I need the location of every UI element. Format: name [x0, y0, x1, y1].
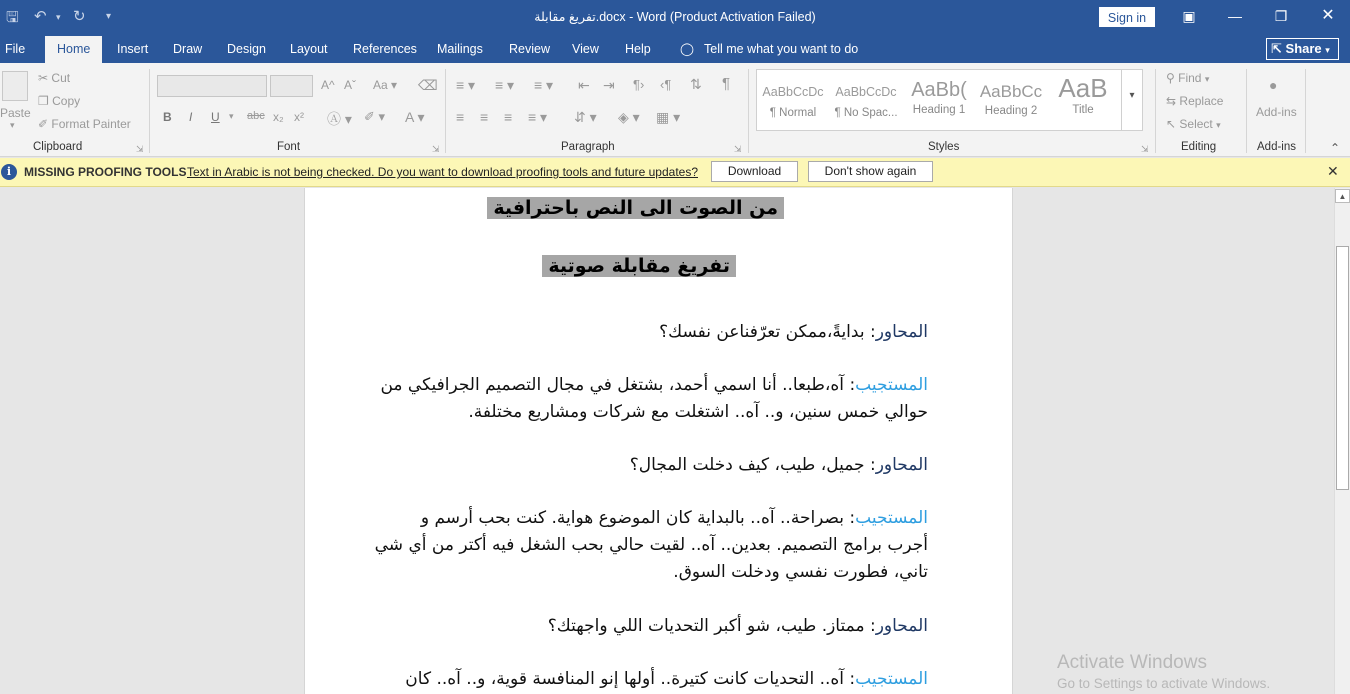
- style-name: ¶ No Spac...: [834, 107, 898, 119]
- dialogue-line: تاني، فطورت نفسي ودخلت السوق.: [673, 562, 928, 582]
- tab-draw[interactable]: Draw: [173, 42, 203, 56]
- paste-dropdown-icon[interactable]: ▾: [10, 120, 15, 130]
- numbering-icon[interactable]: ≡ ▾: [495, 77, 515, 93]
- style-name: Heading 1: [912, 104, 966, 116]
- font-size-combobox[interactable]: [270, 75, 313, 97]
- rtl-direction-icon[interactable]: ‹¶: [660, 77, 672, 92]
- tab-home[interactable]: Home: [45, 36, 102, 63]
- cursor-icon: ↖: [1166, 117, 1177, 131]
- tab-file[interactable]: File: [5, 42, 26, 56]
- editing-group-label: Editing: [1181, 141, 1217, 153]
- styles-more-icon[interactable]: ▾: [1121, 70, 1142, 130]
- clipboard-launcher-icon[interactable]: ⇲: [136, 144, 144, 154]
- speaker-label: المستجيب: [855, 669, 928, 689]
- style-preview: AaBbCcDc: [762, 85, 824, 99]
- group-divider: [1246, 69, 1247, 153]
- underline-dropdown-icon[interactable]: ▾: [229, 111, 234, 121]
- replace-label: Replace: [1179, 94, 1224, 108]
- ribbon-display-options-icon[interactable]: ▣: [1182, 8, 1196, 24]
- ribbon: [0, 63, 1350, 157]
- shading-icon[interactable]: ◈ ▾: [618, 109, 640, 125]
- undo-icon[interactable]: ↶: [34, 8, 47, 25]
- add-ins-button[interactable]: Add-ins: [1256, 105, 1297, 119]
- chevron-down-icon: ▾: [1216, 120, 1221, 130]
- share-label: Share: [1285, 41, 1322, 56]
- style-name: ¶ Normal: [769, 107, 817, 119]
- multilevel-list-icon[interactable]: ≡ ▾: [534, 77, 554, 93]
- info-icon: i: [1, 164, 17, 180]
- line-spacing-icon[interactable]: ⇵ ▾: [574, 109, 597, 125]
- select-label: Select: [1179, 117, 1213, 131]
- copy-label: Copy: [52, 94, 81, 108]
- dialogue-line: [328, 666, 928, 693]
- close-button[interactable]: ✕: [1321, 7, 1335, 24]
- paste-icon[interactable]: [2, 71, 28, 101]
- paragraph-group-label: Paragraph: [561, 141, 615, 153]
- copy-button[interactable]: [38, 94, 80, 108]
- clipboard-group-label: Clipboard: [33, 141, 83, 153]
- dialogue-line: حوالي خمس سنين، و.. آه.. اشتغلت مع شركات ومشاريع مختلفة.: [468, 402, 928, 422]
- document-page[interactable]: [304, 188, 1013, 694]
- dialogue-paragraph: [368, 613, 928, 640]
- group-divider: [149, 69, 150, 153]
- tab-insert[interactable]: Insert: [117, 42, 149, 56]
- title-bar: [0, 0, 1350, 34]
- scrollbar-thumb[interactable]: [1336, 246, 1349, 490]
- text-effects-icon[interactable]: Ⓐ ▾: [327, 111, 352, 127]
- find-label: Find: [1178, 71, 1202, 85]
- subscript-icon[interactable]: x₂: [273, 110, 284, 124]
- message-bar-text[interactable]: Text in Arabic is not being checked. Do you want to download proofing tools and future updates?: [187, 165, 698, 179]
- cut-button[interactable]: [38, 71, 70, 85]
- show-formatting-marks-icon[interactable]: ¶: [722, 75, 731, 92]
- dialogue-line: [328, 372, 928, 399]
- style-preview: AaB: [1058, 73, 1108, 103]
- tab-mailings[interactable]: Mailings: [437, 42, 483, 56]
- dialogue-line: [368, 452, 928, 479]
- speaker-label: المستجيب: [855, 508, 928, 528]
- scroll-up-icon[interactable]: ▲: [1335, 189, 1350, 203]
- copy-icon: ❐: [38, 94, 49, 108]
- replace-icon: ⇆: [1166, 94, 1177, 108]
- group-divider: [445, 69, 446, 153]
- close-icon[interactable]: ✕: [1327, 163, 1339, 179]
- save-icon[interactable]: 🖫: [6, 9, 19, 26]
- format-painter-label: Format Painter: [51, 117, 131, 131]
- tab-help[interactable]: Help: [625, 42, 651, 56]
- share-button[interactable]: [1266, 38, 1339, 60]
- tab-review[interactable]: Review: [509, 42, 550, 56]
- change-case-icon[interactable]: Aa ▾: [373, 78, 398, 92]
- missing-proofing-tools-bar: [0, 158, 1350, 187]
- paintbrush-icon: ✐: [38, 117, 49, 131]
- replace-button[interactable]: [1166, 94, 1223, 108]
- font-group-label: Font: [277, 141, 301, 153]
- dialogue-line: أجرب برامج التصميم. بعدين.. آه.. لقيت حالي بحب الشغل فيه أكتر من أي شي: [374, 535, 928, 555]
- speaker-label: المستجيب: [855, 375, 928, 395]
- style-preview: AaBbCc: [979, 82, 1043, 101]
- sort-icon[interactable]: ⇅: [690, 76, 702, 92]
- group-divider: [1155, 69, 1156, 153]
- paste-button[interactable]: Paste: [0, 106, 31, 120]
- watermark-line-1: Activate Windows: [1057, 652, 1207, 673]
- shrink-font-icon[interactable]: Aˇ: [344, 78, 356, 92]
- cut-label: Cut: [51, 71, 71, 85]
- speech-text: : آه.. التحديات كانت كتيرة.. أولها إنو المنافسة قوية، و.. آه.. كان: [405, 669, 856, 689]
- align-left-icon[interactable]: ≡: [456, 109, 465, 125]
- group-divider: [1305, 69, 1306, 153]
- sign-in-button[interactable]: Sign in: [1099, 7, 1155, 27]
- share-icon: ⇱: [1271, 41, 1282, 56]
- speech-text: : بدايةً،ممكن تعرّفناعن نفسك؟: [659, 322, 876, 342]
- document-area: [0, 188, 1334, 694]
- watermark-line-2: Go to Settings to activate Windows.: [1057, 676, 1271, 691]
- speaker-label: المحاور: [875, 455, 928, 475]
- find-button[interactable]: [1166, 71, 1209, 85]
- lightbulb-icon: ◯: [680, 42, 694, 56]
- dialogue-paragraph: [328, 666, 928, 693]
- minimize-button[interactable]: —: [1228, 8, 1242, 24]
- highlight-icon[interactable]: ✐ ▾: [364, 109, 386, 124]
- clear-formatting-icon[interactable]: ⌫: [418, 77, 438, 93]
- undo-dropdown-icon[interactable]: ▾: [56, 12, 61, 22]
- format-painter-button[interactable]: [38, 117, 131, 131]
- style-title[interactable]: [1048, 71, 1118, 125]
- style-heading-1[interactable]: [904, 71, 974, 125]
- increase-indent-icon[interactable]: ⇥: [603, 77, 615, 93]
- style-normal[interactable]: [758, 71, 828, 125]
- style-no-spacing[interactable]: [831, 71, 901, 125]
- bullets-icon[interactable]: ≡ ▾: [456, 77, 476, 93]
- speaker-label: المحاور: [875, 616, 928, 636]
- italic-button[interactable]: I: [189, 110, 193, 124]
- font-launcher-icon[interactable]: ⇲: [432, 144, 440, 154]
- speech-text: : ممتاز. طيب، شو أكبر التحديات اللي واجهتك؟: [547, 616, 876, 636]
- document-heading-1: من الصوت الى النص باحترافية: [487, 197, 784, 219]
- dialogue-paragraph: [368, 452, 928, 479]
- chevron-down-icon: ▾: [1325, 45, 1330, 55]
- speaker-label: المحاور: [875, 322, 928, 342]
- tab-layout[interactable]: Layout: [290, 42, 328, 56]
- dialogue-line: [368, 613, 928, 640]
- paragraph-launcher-icon[interactable]: ⇲: [734, 144, 742, 154]
- bold-button[interactable]: B: [163, 110, 172, 124]
- message-bar-title: MISSING PROOFING TOOLS: [24, 165, 187, 179]
- style-heading-2[interactable]: [976, 71, 1046, 125]
- collapse-ribbon-icon[interactable]: ⌃: [1330, 141, 1341, 155]
- borders-icon[interactable]: ▦ ▾: [656, 109, 681, 125]
- window-title: تفريغ مقابلة.docx - Word (Product Activation Failed): [534, 10, 816, 24]
- tell-me-search[interactable]: [680, 34, 858, 63]
- speech-text: : جميل، طيب، كيف دخلت المجال؟: [629, 455, 876, 475]
- ltr-direction-icon[interactable]: ¶›: [633, 77, 645, 92]
- style-preview: AaBb(: [911, 79, 967, 101]
- align-center-icon[interactable]: ≡: [480, 109, 489, 125]
- speech-text: : آه،طبعا.. أنا اسمي أحمد، بشتغل في مجال التصميم الجرافيكي من: [380, 375, 856, 395]
- dialogue-paragraph: [308, 505, 928, 586]
- customize-quick-access-icon[interactable]: ▾: [106, 11, 112, 22]
- align-right-icon[interactable]: ≡: [504, 109, 513, 125]
- justify-icon[interactable]: ≡ ▾: [528, 109, 548, 125]
- activate-windows-watermark: [1057, 652, 1270, 691]
- strikethrough-icon[interactable]: abc: [247, 110, 265, 122]
- search-icon: ⚲: [1166, 71, 1175, 85]
- speech-text: : بصراحة.. آه.. بالبداية كان الموضوع هواية. كنت بحب أرسم و: [420, 508, 856, 528]
- styles-launcher-icon[interactable]: ⇲: [1141, 144, 1149, 154]
- tab-view[interactable]: View: [572, 42, 599, 56]
- add-ins-icon[interactable]: ●: [1269, 77, 1278, 93]
- tab-design[interactable]: Design: [227, 42, 266, 56]
- scissors-icon: ✂: [38, 71, 49, 85]
- dialogue-paragraph: [328, 372, 928, 426]
- redo-icon[interactable]: ↻: [73, 8, 86, 25]
- grow-font-icon[interactable]: A^: [321, 78, 335, 92]
- download-button[interactable]: Download: [711, 161, 798, 182]
- maximize-button[interactable]: ❐: [1274, 8, 1288, 24]
- style-name: Title: [1072, 104, 1094, 116]
- dialogue-line: [368, 319, 928, 346]
- add-ins-group-label: Add-ins: [1257, 141, 1296, 153]
- tell-me-label: Tell me what you want to do: [704, 42, 859, 56]
- styles-group-label: Styles: [928, 141, 960, 153]
- dialogue-paragraph: [368, 319, 928, 346]
- tab-references[interactable]: References: [353, 42, 417, 56]
- document-heading-2: تفريغ مقابلة صوتية: [542, 255, 736, 277]
- ribbon-tabs: [0, 34, 1350, 63]
- dont-show-again-button[interactable]: Don't show again: [808, 161, 933, 182]
- underline-button[interactable]: U: [211, 110, 220, 124]
- dialogue-line: [308, 505, 928, 532]
- group-divider: [748, 69, 749, 153]
- superscript-icon[interactable]: x²: [294, 110, 304, 124]
- chevron-down-icon: ▾: [1204, 74, 1210, 84]
- font-name-combobox[interactable]: [157, 75, 267, 97]
- style-name: Heading 2: [984, 105, 1038, 117]
- select-button[interactable]: [1166, 117, 1221, 131]
- vertical-scrollbar[interactable]: [1334, 188, 1350, 694]
- decrease-indent-icon[interactable]: ⇤: [578, 77, 590, 93]
- font-color-icon[interactable]: A ▾: [405, 109, 425, 125]
- style-preview: AaBbCcDc: [835, 85, 897, 99]
